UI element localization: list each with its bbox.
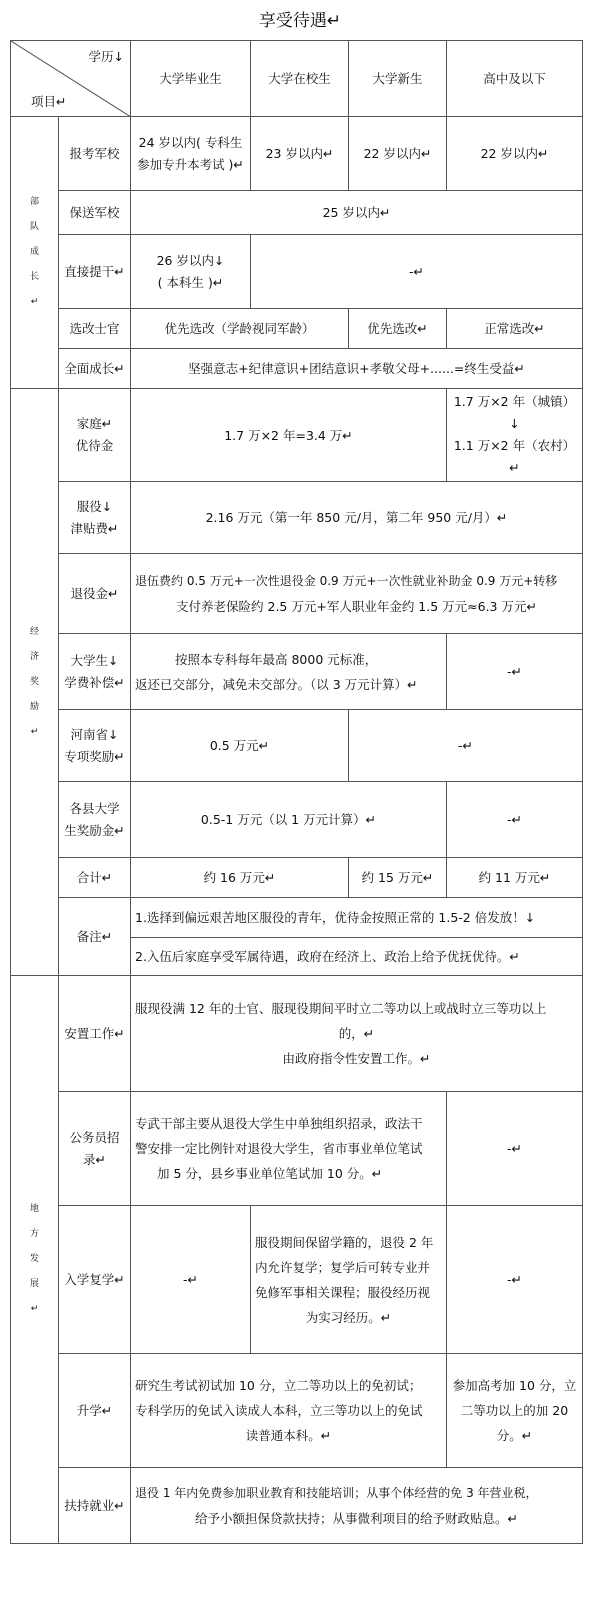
- cell-all: [131, 976, 583, 1092]
- row-label: [59, 1092, 131, 1206]
- cell-line: 退伍费约 0.5 万元+一次性退役金 0.9 万元+一次性就业补助金 0.9 万元+转移: [135, 573, 558, 588]
- row-gongwuyuan: [11, 1092, 583, 1206]
- cell-freshman: 22 岁以内↵: [349, 117, 447, 191]
- row-label: [59, 389, 131, 482]
- cell-graduate-enrolled: 优先选改（学龄视同军龄）: [131, 309, 349, 349]
- row-fuxue: [11, 1206, 583, 1354]
- row-label: [59, 782, 131, 858]
- col-header-freshman: 大学新生: [349, 41, 447, 117]
- cell-line: 加 5 分，县乡事业单位笔试加 10 分。↵: [157, 1166, 383, 1181]
- cell-high-school: -↵: [447, 1206, 583, 1354]
- cell-graduate-enrolled-freshman: [131, 634, 447, 710]
- row-fuyi: [11, 482, 583, 554]
- cell-line: 参加高考加 10 分，立: [452, 1378, 577, 1393]
- category-label: 部队成长↵: [29, 197, 39, 307]
- cell-line: 研究生考试初试加 10 分，立二等功以上的免初试；: [135, 1378, 422, 1393]
- row-label: 保送军校: [59, 191, 131, 235]
- cell-note-1: 1.选择到偏远艰苦地区服役的青年，优待金按照正常的 1.5-2 倍发放！↓: [131, 898, 583, 938]
- row-label: 入学复学↵: [59, 1206, 131, 1354]
- row-label: [59, 482, 131, 554]
- cell-graduate: [131, 235, 251, 309]
- cell-line: 分。↵: [496, 1428, 533, 1443]
- cell-graduate-enrolled: 0.5 万元↵: [131, 710, 349, 782]
- row-label-line: 优待金: [75, 438, 114, 453]
- row-tiganzhi: [11, 235, 583, 309]
- cell-line: 1.7 万×2 年（城镇）↓: [453, 394, 576, 431]
- cell-graduate-enrolled-freshman: [131, 1092, 447, 1206]
- category-economic: [11, 389, 59, 976]
- row-label-line: 学费补偿↵: [64, 674, 125, 690]
- diagonal-header-cell: [11, 41, 131, 117]
- cell-line: 退役 1 年内免费参加职业教育和技能培训；从事个体经营的免 3 年营业税，: [135, 1485, 538, 1500]
- cell-enrolled-freshman: [251, 1206, 447, 1354]
- row-label-line: 服役↓: [76, 498, 113, 514]
- cell-line: 服现役满 12 年的士官、服现役期间平时立二等功以上或战时立三等功以上: [135, 1001, 547, 1016]
- benefits-table: [10, 40, 583, 1544]
- cell-all: 2.16 万元（第一年 850 元/月，第二年 950 元/月）↵: [131, 482, 583, 554]
- education-axis-label: 学历↓: [88, 49, 124, 64]
- cell-enrolled: 23 岁以内↵: [251, 117, 349, 191]
- row-label: 直接提干↵: [59, 235, 131, 309]
- category-local: [11, 976, 59, 1544]
- cell-high-school: -↵: [447, 782, 583, 858]
- cell-line: 二等功以上的加 20: [460, 1403, 569, 1418]
- cell-all: [131, 554, 583, 634]
- cell-line: 26 岁以内↓: [156, 252, 225, 268]
- row-label: 升学↵: [59, 1354, 131, 1468]
- row-label-line: 生奖励金↵: [64, 822, 125, 838]
- cell-graduate-enrolled-freshman: [131, 1354, 447, 1468]
- cell-all: 坚强意志+纪律意识+团结意识+孝敬父母+......=终生受益↵: [131, 349, 583, 389]
- row-label-line: 家庭↵: [76, 416, 113, 431]
- row-xuangai: [11, 309, 583, 349]
- row-label: 报考军校: [59, 117, 131, 191]
- cell-high-school: 22 岁以内↵: [447, 117, 583, 191]
- cell-line: 给予小额担保贷款扶持；从事微利项目的给予财政贴息。↵: [195, 1510, 518, 1526]
- category-label: 地方发展↵: [29, 1204, 39, 1314]
- col-header-enrolled: 大学在校生: [251, 41, 349, 117]
- cell-high-school: -↵: [447, 1092, 583, 1206]
- row-label-line: 专项奖励↵: [64, 748, 125, 764]
- row-label-line: 各县大学: [69, 800, 120, 816]
- cell-line: 为实习经历。↵: [305, 1309, 392, 1325]
- cell-high-school: 正常选改↵: [447, 309, 583, 349]
- row-baosong: [11, 191, 583, 235]
- cell-line: 免修军事相关课程；服役经历视: [255, 1284, 431, 1300]
- row-label-line: 大学生↓: [70, 652, 119, 668]
- row-label: 安置工作↵: [59, 976, 131, 1092]
- cell-graduate: -↵: [131, 1206, 251, 1354]
- cell-all: [131, 1468, 583, 1544]
- item-axis-label: 项目↵: [31, 94, 67, 109]
- cell-high-school: [447, 1354, 583, 1468]
- header-row: [11, 41, 583, 117]
- cell-freshman: 优先选改↵: [349, 309, 447, 349]
- row-gexian: [11, 782, 583, 858]
- cell-graduate: [131, 117, 251, 191]
- row-shengxue: [11, 1354, 583, 1468]
- row-label: [59, 634, 131, 710]
- cell-graduate-enrolled-freshman: 0.5-1 万元（以 1 万元计算）↵: [131, 782, 447, 858]
- cell-all: 25 岁以内↵: [131, 191, 583, 235]
- cell-high-school: 约 11 万元↵: [447, 858, 583, 898]
- cell-line: 专科学历的免试入读成人本科，立三等功以上的免试: [135, 1403, 423, 1418]
- row-anzhi: [11, 976, 583, 1092]
- row-label: 备注↵: [59, 898, 131, 976]
- cell-line: 服役期间保留学籍的，退役 2 年: [255, 1234, 434, 1250]
- row-label: 扶持就业↵: [59, 1468, 131, 1544]
- cell-freshman-high-school: -↵: [349, 710, 583, 782]
- category-label: 经济奖励↵: [29, 626, 39, 737]
- row-xuefei: [11, 634, 583, 710]
- cell-high-school: -↵: [447, 634, 583, 710]
- cell-line: 的，↵: [338, 1026, 375, 1041]
- page-title: 享受待遇↵: [258, 11, 342, 31]
- row-baokao: [11, 117, 583, 191]
- cell-note-2: 2.入伍后家庭享受军属待遇，政府在经济上、政治上给予优抚优待。↵: [131, 938, 583, 976]
- row-label: 退役金↵: [59, 554, 131, 634]
- cell-high-school: [447, 389, 583, 482]
- row-tuiyi: [11, 554, 583, 634]
- cell-line: 由政府指令性安置工作。↵: [282, 1051, 431, 1066]
- row-label-line: 河南省↓: [70, 726, 119, 742]
- cell-line: 内允许复学；复学后可转专业并: [255, 1259, 431, 1275]
- cell-line: ( 本科生 )↵: [157, 274, 224, 290]
- cell-graduate-enrolled: 约 16 万元↵: [131, 858, 349, 898]
- row-jiuye: [11, 1468, 583, 1544]
- row-label: 全面成长↵: [59, 349, 131, 389]
- row-beizhu-1: [11, 898, 583, 938]
- cell-line: 返还已交部分，减免未交部分。（以 3 万元计算）↵: [135, 676, 418, 692]
- row-label-line: 录↵: [83, 1151, 106, 1167]
- row-label: [59, 710, 131, 782]
- cell-line: 支付养老保险约 2.5 万元+军人职业年金约 1.5 万元≈6.3 万元↵: [176, 598, 537, 614]
- col-header-graduate: 大学毕业生: [131, 41, 251, 117]
- cell-line: 24 岁以内( 专科生: [138, 134, 243, 150]
- cell-line: 1.1 万×2 年（农村）↵: [453, 438, 576, 475]
- cell-graduate-enrolled-freshman: 1.7 万×2 年=3.4 万↵: [131, 389, 447, 482]
- cell-freshman: 约 15 万元↵: [349, 858, 447, 898]
- row-heji: [11, 858, 583, 898]
- row-jiating: [11, 389, 583, 482]
- row-label: 选改士官: [59, 309, 131, 349]
- cell-line: 参加专升本考试 )↵: [137, 156, 244, 172]
- col-header-high-school: 高中及以下: [447, 41, 583, 117]
- cell-line: 按照本专科每年最高 8000 元标准，: [175, 651, 378, 667]
- cell-line: 读普通本科。↵: [245, 1428, 332, 1443]
- row-label-line: 津贴费↵: [70, 520, 119, 536]
- cell-line: 专武干部主要从退役大学生中单独组织招录，政法干: [135, 1116, 423, 1131]
- row-label-line: 公务员招: [69, 1129, 120, 1145]
- cell-rest: -↵: [251, 235, 583, 309]
- row-henan: [11, 710, 583, 782]
- category-troops: [11, 117, 59, 389]
- cell-line: 警安排一定比例针对退役大学生，省市事业单位笔试: [135, 1141, 423, 1156]
- row-label: 合计↵: [59, 858, 131, 898]
- row-chengzhang: [11, 349, 583, 389]
